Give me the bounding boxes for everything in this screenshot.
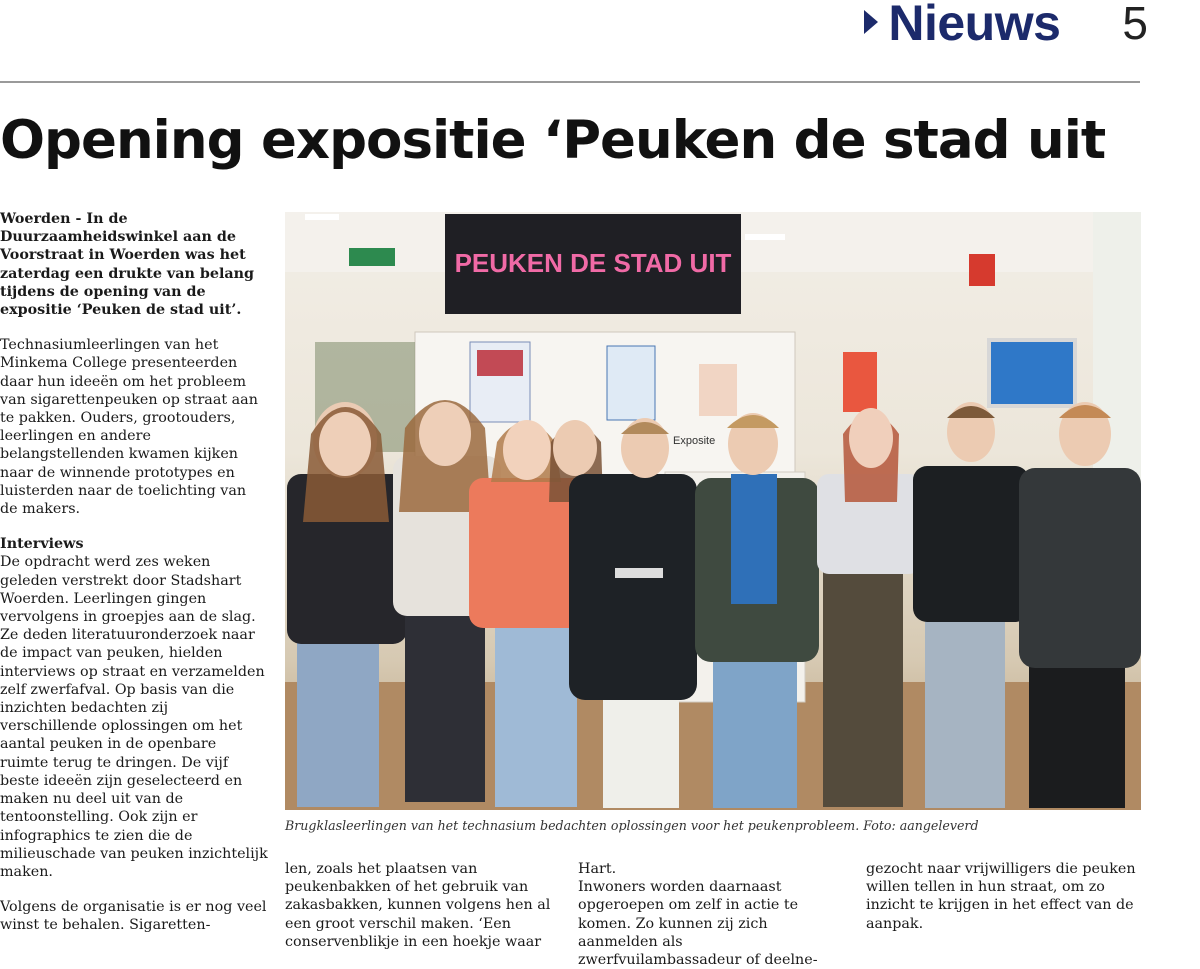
article-photo	[285, 212, 1141, 810]
fire-sign	[969, 254, 995, 286]
exit-sign	[349, 248, 395, 266]
article-paragraph: len, zoals het plaatsen van peukenbakken of het gebruik van zakasbakken, kunnen volgens hen al een groot verschil maken. ‘Een conservenblikje in een hoekje waar	[285, 861, 551, 950]
header-rule	[0, 81, 1140, 83]
section-arrow-icon	[864, 10, 878, 34]
photo-illustration	[285, 212, 1141, 810]
section-header	[864, 0, 1148, 60]
article-column-3	[578, 860, 843, 969]
exhibit-sign-text: Exposite	[673, 435, 716, 447]
article-paragraph: Hart. Inwoners worden daarnaast opgeroepen om zelf in actie te komen. Zo kunnen zij zich aanmelden als zwerfvuilambassadeur of deelne-	[578, 861, 818, 969]
article-lead: Woerden - In de Duurzaamheidswinkel aan de Voorstraat in Woerden was het zaterdag een drukte van belang tijdens de opening van de expositie ‘Peuken de stad uit’.	[0, 211, 255, 319]
article-paragraph: Technasiumleerlingen van het Minkema College presenteerden daar hun ideeën om het probleem van sigarettenpeuken op straat aan te pakken. Ouders, grootouders, leerlingen en andere belangstellenden kwamen kijken naar de winnende prototypes en luisterden naar de toelichting van de makers.	[0, 337, 258, 518]
article-subheading: Interviews	[0, 536, 84, 553]
article-column-2	[285, 860, 553, 951]
banner-text: PEUKEN DE STAD UIT	[454, 248, 732, 278]
photo-caption: Brugklasleerlingen van het technasium bedachten oplossingen voor het peukenprobleem. Foto: aangeleverd	[285, 818, 979, 833]
section-name: Nieuws	[888, 0, 1061, 51]
article-column-1	[0, 210, 268, 952]
article-paragraph: Volgens de organisatie is er nog veel winst te behalen. Sigaretten-	[0, 899, 267, 934]
article-column-4	[866, 860, 1141, 933]
article-paragraph: De opdracht werd zes weken geleden verstrekt door Stadshart Woerden. Leerlingen gingen vervolgens in groepjes aan de slag. Ze deden literatuuronderzoek naar de impact van peuken, hielden interviews op straat en verzamelden zelf zwerfafval. Op basis van die inzichten bedachten zij verschillende oplossingen om het aantal peuken in de openbare ruimte terug te dringen. De vijf beste ideeën zijn geselecteerd en maken nu deel uit van de tentoonstelling. Ook zijn er infographics te zien die de milieuschade van peuken inzichtelijk maken.	[0, 554, 268, 880]
article-headline: Opening expositie ‘Peuken de stad uit	[0, 110, 1106, 171]
article-paragraph: gezocht naar vrijwilligers die peuken willen tellen in hun straat, om zo inzicht te krijgen in het effect van de aanpak.	[866, 861, 1136, 932]
page-number: 5	[1122, 0, 1148, 49]
